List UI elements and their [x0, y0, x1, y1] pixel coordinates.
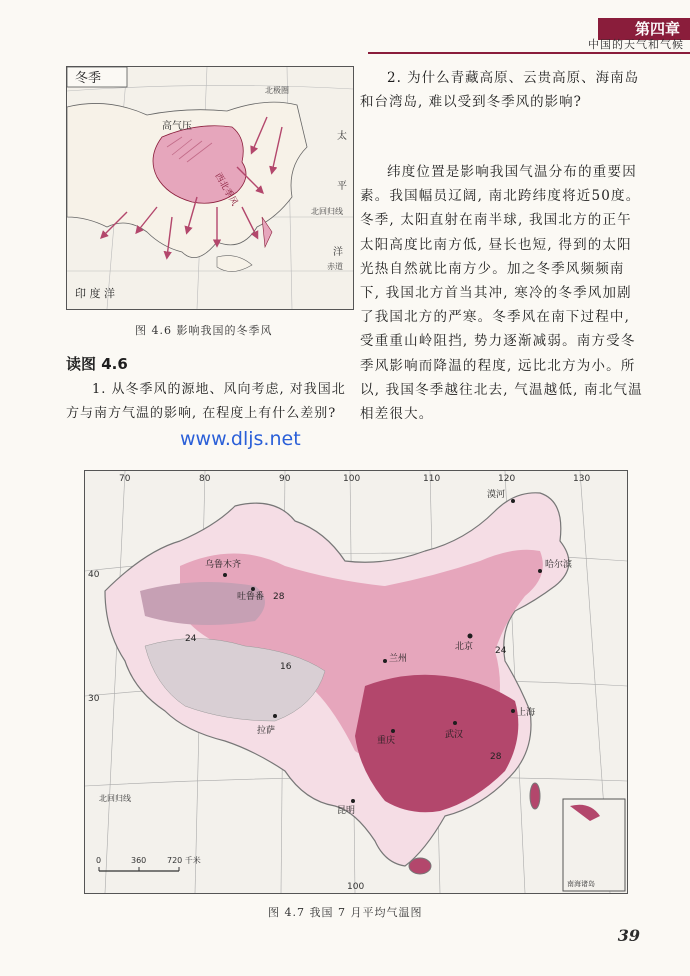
- scale-0: 0: [96, 856, 102, 865]
- city-harbin: 哈尔滨: [545, 560, 573, 570]
- lon-label-90: 90: [279, 474, 291, 484]
- city-lhasa: 拉萨: [257, 726, 276, 736]
- map1-arctic-circle-label: 北极圈: [265, 86, 289, 95]
- map1-tropic-label: 北回归线: [311, 207, 343, 216]
- city-mohe: 漠河: [487, 490, 506, 500]
- lat-label-30: 30: [88, 694, 100, 704]
- map2-hainan: [409, 858, 431, 874]
- scale-360: 360: [131, 856, 147, 865]
- map1-ocean-char-ping: 平: [337, 181, 347, 192]
- july-temperature-map-svg: [85, 471, 627, 893]
- isotherm-label-3: 16: [280, 662, 292, 672]
- page-number: 39: [617, 926, 640, 945]
- isotherm-label-1: 28: [273, 592, 285, 602]
- city-lanzhou: 兰州: [389, 654, 408, 664]
- isotherm-label-4: 24: [495, 646, 507, 656]
- question-1: 1. 从冬季风的源地、风向考虑, 对我国北方与南方气温的影响, 在程度上有什么差别?: [66, 382, 346, 421]
- chapter-subtitle: 中国的天气和气候: [588, 38, 684, 51]
- lon-label-120: 120: [498, 474, 516, 484]
- map1-equator-label: 赤道: [327, 262, 343, 271]
- map1-monsoon-label: 西北季风: [212, 171, 240, 208]
- lon-label-70: 70: [119, 474, 131, 484]
- lon-label-100: 100: [343, 474, 361, 484]
- figure-4-7-caption: 图 4.7 我国 7 月平均气温图: [268, 906, 423, 919]
- map2-scale-bar: [96, 855, 201, 871]
- body-paragraph: 纬度位置是影响我国气温分布的重要因素。我国幅员辽阔, 南北跨纬度将近50度。冬季, 太阳直射在南半球, 我国北方的正午太阳高度比南方低, 昼长也短, 得到的太阳光热自然就比南方少。加之冬季风频频南下, 我国北方首当其冲, 寒冷的冬季风加剧了我国北方的严寒。冬季风在南下过程中, 受重重山岭阻挡, 势力逐渐减弱。南方受冬季风影响而降温的程度, 远比北方为小。所以, 我国冬季越往北去, 气温越低, 南北气温相差很大。: [360, 164, 643, 423]
- lon-label-bottom-100: 100: [347, 882, 365, 892]
- july-temperature-map: [84, 470, 628, 894]
- city-chongqing: 重庆: [377, 736, 396, 746]
- scale-720: 720 千米: [167, 856, 201, 865]
- map1-indian-ocean-label: 印 度 洋: [75, 287, 115, 300]
- city-wuhan: 武汉: [445, 730, 464, 740]
- city-beijing: 北京: [455, 642, 474, 652]
- question-2: 2. 为什么青藏高原、云贵高原、海南岛和台湾岛, 难以受到冬季风的影响?: [360, 70, 640, 110]
- map1-ocean-char-yang: 洋: [333, 247, 343, 258]
- map1-season-label: 冬季: [75, 71, 102, 86]
- chapter-label: 第四章: [634, 20, 680, 38]
- lon-label-80: 80: [199, 474, 211, 484]
- winter-monsoon-map-svg: [67, 67, 353, 309]
- map1-archipelago: [217, 256, 252, 272]
- map2-taiwan: [530, 783, 540, 809]
- reading-heading: 读图 4.6: [66, 355, 128, 373]
- map1-ocean-char-tai: 太: [337, 131, 347, 142]
- header-rule: [368, 52, 690, 54]
- city-urumqi: 乌鲁木齐: [205, 560, 242, 570]
- city-kunming: 昆明: [337, 806, 356, 816]
- winter-monsoon-map: [66, 66, 354, 310]
- isotherm-label-2: 24: [185, 634, 197, 644]
- map2-inset-label: 南海诸岛: [567, 880, 595, 888]
- lon-label-130: 130: [573, 474, 591, 484]
- lat-label-40: 40: [88, 570, 100, 580]
- figure-4-6-caption: 图 4.6 影响我国的冬季风: [135, 324, 273, 337]
- city-shanghai: 上海: [517, 708, 536, 718]
- watermark-link[interactable]: www.dljs.net: [180, 428, 301, 450]
- map2-tropic-label: 北回归线: [99, 794, 131, 803]
- lon-label-110: 110: [423, 474, 441, 484]
- map1-high-pressure-label: 高气压: [162, 121, 192, 132]
- map2-basin-zone: [140, 582, 265, 625]
- isotherm-label-5: 28: [490, 752, 502, 762]
- city-turpan: 吐鲁番: [237, 592, 265, 602]
